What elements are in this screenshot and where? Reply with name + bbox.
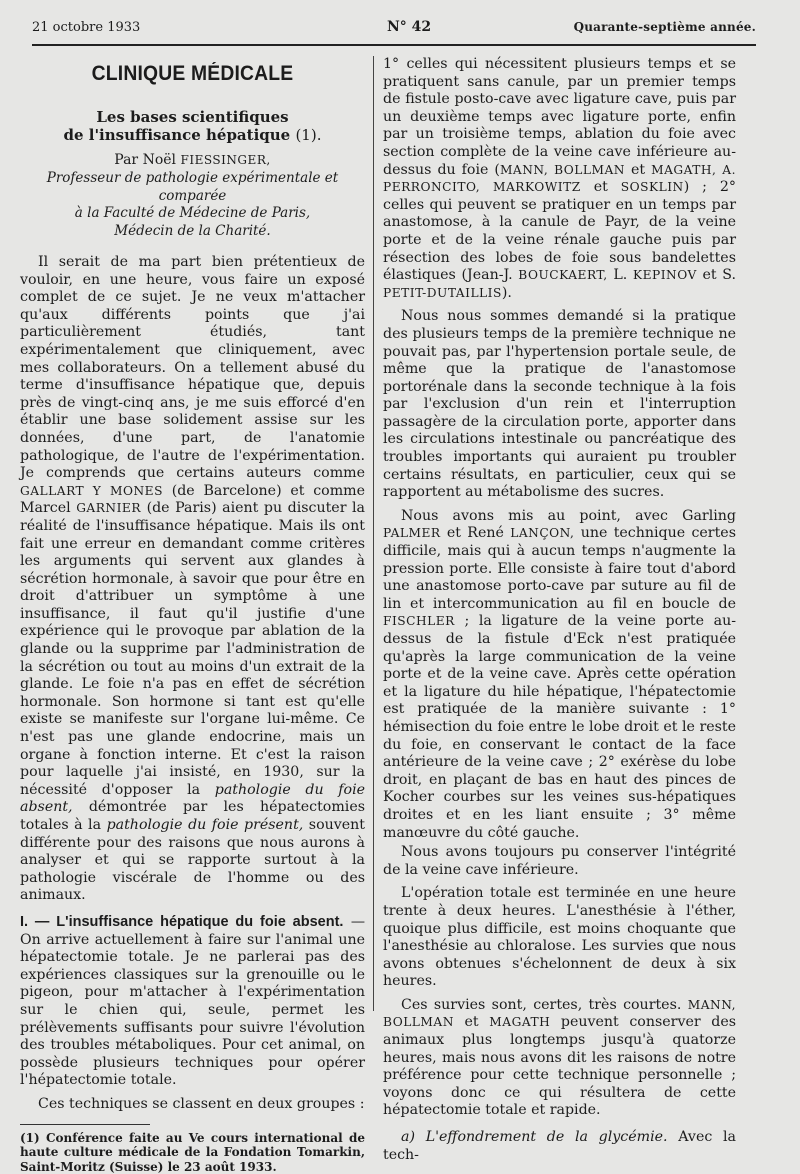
author-reference: SOSKLIN [621, 180, 684, 194]
issue-date: 21 octobre 1933 [32, 20, 140, 35]
emphasis: pathologie du foie présent, [107, 817, 304, 833]
author-reference: MANN, BOLLMAN [500, 163, 625, 177]
title-line-1: Les bases scientifiques [96, 108, 288, 126]
paragraph-survival: Ces survies sont, certes, très courtes. MANN, BOLLMAN et MAGATH peuvent conserver des animaux plus longtemps jusqu'à quatorze heures, mais nous avons dit les raisons de notre préférence pour cette technique personnelle ; voyons donc ce qui résultera de cette hépatectomie totale et rapide. [383, 997, 736, 1120]
paragraph-section-1: I. — L'insuffisance hépatique du foie absent. — On arrive actuellement à faire sur l'animal une hépatectomie totale. Je ne parlerai pas des expériences classiques sur la grenouille ou le pigeon, pour m'attacher à l'expérimentation sur le chien qui, seule, permet les prélèvements suffisants pour suivre l'évolution des troubles métaboliques. Pour cet animal, on possède plusieurs techniques pour opérer l'hépatectomie totale. [20, 914, 365, 1090]
paragraph-glycemia: a) L'effondrement de la glycémie. Avec la tech- [383, 1129, 736, 1164]
footnote-divider [20, 1124, 150, 1125]
paragraph-intro: Il serait de ma part bien prétentieux de vouloir, en une heure, vous faire un exposé complet de ce sujet. Je ne veux m'attacher qu'aux différents points que j'ai particulièrement étudiés, tant expérimentalement que cliniquement, avec mes collaborateurs. On a tellement abusé du terme d'insuffisance hépatique que, depuis près de vingt-cinq ans, je me suis efforcé d'en établir une base solidement assise sur les données, d'une part, de l'anatomie pathologique, de l'autre de l'expérimentation. Je comprends que certains auteurs comme GALLART Y MONES (de Barcelone) et comme Marcel GARNIER (de Paris) aient pu discuter la réalité de l'insuffisance hépatique. Mais ils ont fait une erreur en demandant comme critères les arguments qui servent aux glandes à sécrétion hormonale, à savoir que pour être en droit d'attribuer un symptôme à une insuffisance, il faut qu'il justifie d'une expérience qui le provoque par ablation de la glande ou la supprime par l'administration de la sécrétion ou tout au moins d'un extrait de la glande. Le foie n'a pas en effet de sécrétion hormonale. Son hormone si tant est qu'elle existe se manifeste sur l'organe lui-même. Ce n'est pas une glande endocrine, mais un organe à fonction interne. Et c'est la raison pour laquelle j'ai insisté, en 1930, sur la nécessité d'opposer la pathologie du foie absent, démontrée par les hépatectomies totales à la pathologie du foie présent, souvent différente pour des raisons que nous aurons à analyser et qui se rapporte surtout à la pathologie viscérale de l'homme ou des animaux. [20, 254, 365, 905]
footnote-text: Conférence faite au Ve cours international de haute culture médicale de la Fondation Tomarkin, Saint-Moritz (Suisse) le 23 août 1933. [20, 1131, 365, 1174]
left-column [20, 56, 365, 1174]
author-reference: GALLART Y MONES [20, 484, 163, 498]
column-divider [373, 56, 374, 1011]
paragraph-technique: Nous avons mis au point, avec Garling PALMER et René LANÇON, une technique certes difficile, mais qui à aucun temps n'augmente la pression porte. Elle consiste à faire tout d'abord une anastomose porto-cave par suture au fil de lin et intercommunication au fil en boucle de FISCHLER ; la ligature de la veine porte au-dessus de la fistule d'Eck n'est pratiquée qu'après la large communication de la veine porte et de la veine cave. Après cette opération et la ligature du hile hépatique, l'hépatectomie est pratiquée de la manière suivante : 1° hémisection du foie entre le lobe droit et le reste du foie, en conservant le contact de la face antérieure de la veine cave ; 2° exérèse du lobe droit, en plaçant de bas en haut des pinces de Kocher courbes sur les veines sus-hépatiques droites et en les liant ensuite ; 3° même manœuvre du côté gauche. [383, 508, 736, 842]
paragraph-duration: L'opération totale est terminée en une heure trente à deux heures. L'anesthésie à l'éther, quoique plus difficile, est moins choquante que l'anesthésie au chloralose. Les survies que nous avons obtenues s'échelonnent de deux à six heures. [383, 885, 736, 991]
emphasis: pathologie du foie absent, [20, 782, 365, 816]
paragraph-vena-cava: Nous avons toujours pu conserver l'intégrité de la veine cave inférieure. [383, 844, 736, 879]
author-reference: GARNIER [76, 501, 141, 515]
author-reference: KEPINOV [633, 268, 697, 282]
author-reference: MANN, BOLLMAN [383, 998, 736, 1030]
paragraph-question: Nous nous sommes demandé si la pratique des plusieurs temps de la première technique ne pouvait pas, par l'hypertension portale seule, de même que la pratique de l'anastomose portorénale dans la seconde technique à la fois par l'exclusion d'un rein et l'interruption passagère de la circulation porte, apporter dans les circulations intestinale ou pancréatique des troubles importants qui auraient pu troubler certains résultats, en particulier, ceux qui se rapportent au métabolisme des sucres. [383, 308, 736, 502]
paragraph-techniques-list: 1° celles qui nécessitent plusieurs temps et se pratiquent sans canule, par un premier temps de fistule posto-cave avec ligature cave, puis par un deuxième temps avec ligature porte, enfin par un troisième temps, ablation du foie avec section complète de la veine cave inférieure au-dessus du foie (MANN, BOLLMAN et MAGATH, A. PERRONCITO, MARKOWITZ et SOSKLIN) ; 2° celles qui peuvent se pratiquer en un temps par anastomose, à la canule de Payr, de la veine porte et de la veine rénale gauche puis par résection des lobes de foie sous bandelettes élastiques (Jean-J. BOUCKAERT, L. KEPINOV et S. PETIT-DUTAILLIS). [383, 56, 736, 302]
author-prefix: Par Noël [114, 152, 176, 168]
section-title: CLINIQUE MÉDICALE [34, 62, 351, 86]
right-column [383, 56, 736, 1164]
issue-number: N° 42 [387, 19, 431, 35]
author-reference: MAGATH, A. PERRONCITO, MARKOWITZ [383, 163, 736, 195]
author-line [20, 152, 365, 168]
footnote [20, 1131, 365, 1174]
subsection-heading: I. — L'insuffisance hépatique du foie absent. [20, 914, 343, 930]
author-reference: MAGATH [489, 1015, 550, 1029]
affiliation-line-1: Professeur de pathologie expérimentale et comparée [47, 170, 338, 204]
affiliation-line-2: à la Faculté de Médecine de Paris, [75, 205, 310, 221]
author-reference: BOUCKAERT, [518, 268, 607, 282]
article-title [20, 108, 365, 144]
running-header [32, 18, 756, 46]
title-footnote-ref: (1). [295, 126, 321, 144]
author-affiliation [20, 170, 365, 240]
author-name: FIESSINGER, [180, 153, 270, 167]
footnote-marker: (1) [20, 1131, 40, 1145]
publication-year: Quarante-septième année. [574, 20, 756, 34]
author-reference: FISCHLER [383, 614, 455, 628]
subsection-heading-italic: a) L'effondrement de la glycémie. [401, 1129, 668, 1145]
author-reference: PETIT-DUTAILLIS [383, 286, 502, 300]
affiliation-line-3: Médecin de la Charité. [114, 223, 270, 239]
paragraph-techniques: Ces techniques se classent en deux groupes : [20, 1096, 365, 1114]
author-reference: PALMER [383, 526, 441, 540]
author-reference: LANÇON, [510, 526, 574, 540]
title-line-2: de l'insuffisance hépatique [64, 126, 291, 144]
